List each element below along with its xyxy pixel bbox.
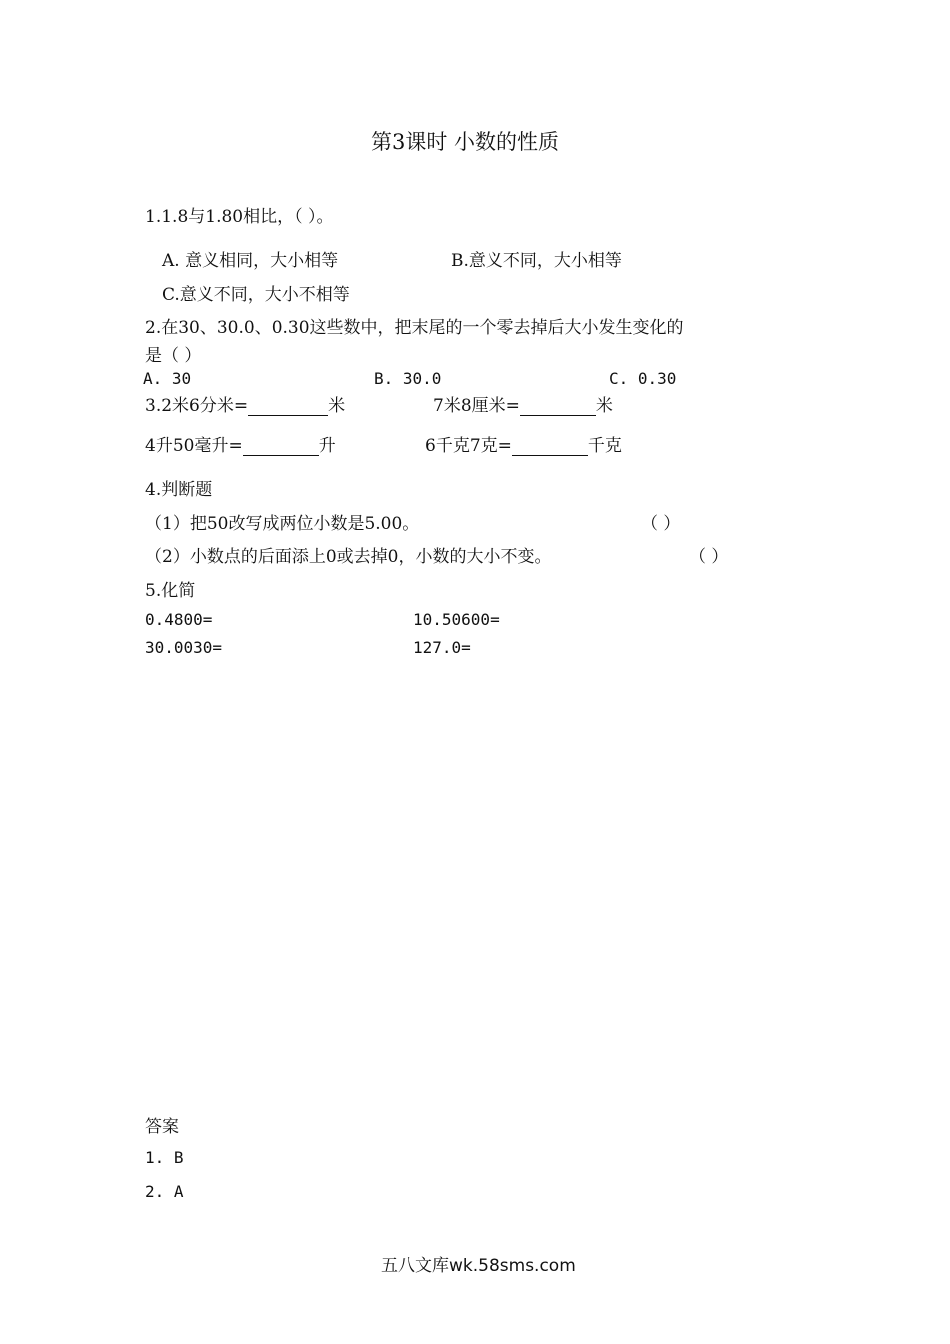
question-3-item-d-prefix: 6千克7克= bbox=[425, 436, 512, 456]
question-5-item-b: 10.50600= bbox=[413, 610, 500, 629]
question-5-item-c: 30.0030= bbox=[145, 638, 223, 657]
answers-heading: 答案 bbox=[145, 1117, 179, 1137]
question-3-item-a-prefix: 3.2米6分米= bbox=[145, 396, 249, 416]
question-4-item-2-answer-paren[interactable]: （ ） bbox=[689, 547, 729, 567]
footer-watermark: 五八文库wk.58sms.com bbox=[381, 1256, 576, 1276]
answer-blank[interactable] bbox=[248, 397, 328, 416]
question-5-item-d: 127.0= bbox=[413, 638, 471, 657]
question-3-item-c-prefix: 4升50毫升= bbox=[145, 436, 243, 456]
question-4-item-1: （1）把50改写成两位小数是5.00。 bbox=[145, 514, 420, 534]
question-3-item-b-unit: 米 bbox=[595, 396, 613, 416]
question-4-heading: 4.判断题 bbox=[145, 480, 213, 500]
question-2-option-b: B. 30.0 bbox=[374, 369, 442, 388]
question-1-option-a: A. 意义相同，大小相等 bbox=[162, 251, 339, 271]
question-1-option-c: C.意义不同，大小不相等 bbox=[162, 285, 350, 305]
question-2-stem-line1: 2.在30、30.0、0.30这些数中，把末尾的一个零去掉后大小发生变化的 bbox=[145, 318, 684, 338]
question-3-item-d bbox=[425, 431, 622, 456]
question-3-item-c bbox=[145, 431, 336, 456]
question-3-item-b bbox=[433, 391, 613, 416]
question-2-option-c: C. 0.30 bbox=[609, 369, 677, 388]
answer-blank[interactable] bbox=[243, 437, 319, 456]
question-2-stem-line2: 是（ ） bbox=[145, 346, 202, 366]
question-5-item-a: 0.4800= bbox=[145, 610, 213, 629]
question-1-option-b: B.意义不同，大小相等 bbox=[451, 251, 622, 271]
answer-blank[interactable] bbox=[512, 437, 588, 456]
question-4-item-2: （2）小数点的后面添上0或去掉0，小数的大小不变。 bbox=[145, 547, 552, 567]
question-3-item-a bbox=[145, 391, 345, 416]
question-3-item-c-unit: 升 bbox=[318, 436, 336, 456]
question-2-option-a: A. 30 bbox=[143, 369, 192, 388]
question-4-item-1-answer-paren[interactable]: （ ） bbox=[641, 514, 681, 534]
page-title: 第3课时 小数的性质 bbox=[371, 130, 560, 154]
question-3-item-d-unit: 千克 bbox=[587, 436, 622, 456]
answer-2: 2. A bbox=[145, 1182, 184, 1201]
answer-1: 1. B bbox=[145, 1148, 184, 1167]
question-5-heading: 5.化简 bbox=[145, 581, 196, 601]
question-3-item-a-unit: 米 bbox=[328, 396, 346, 416]
question-3-item-b-prefix: 7米8厘米= bbox=[433, 396, 520, 416]
question-1-stem: 1.1.8与1.80相比，（ ）。 bbox=[145, 207, 334, 227]
answer-blank[interactable] bbox=[520, 397, 596, 416]
